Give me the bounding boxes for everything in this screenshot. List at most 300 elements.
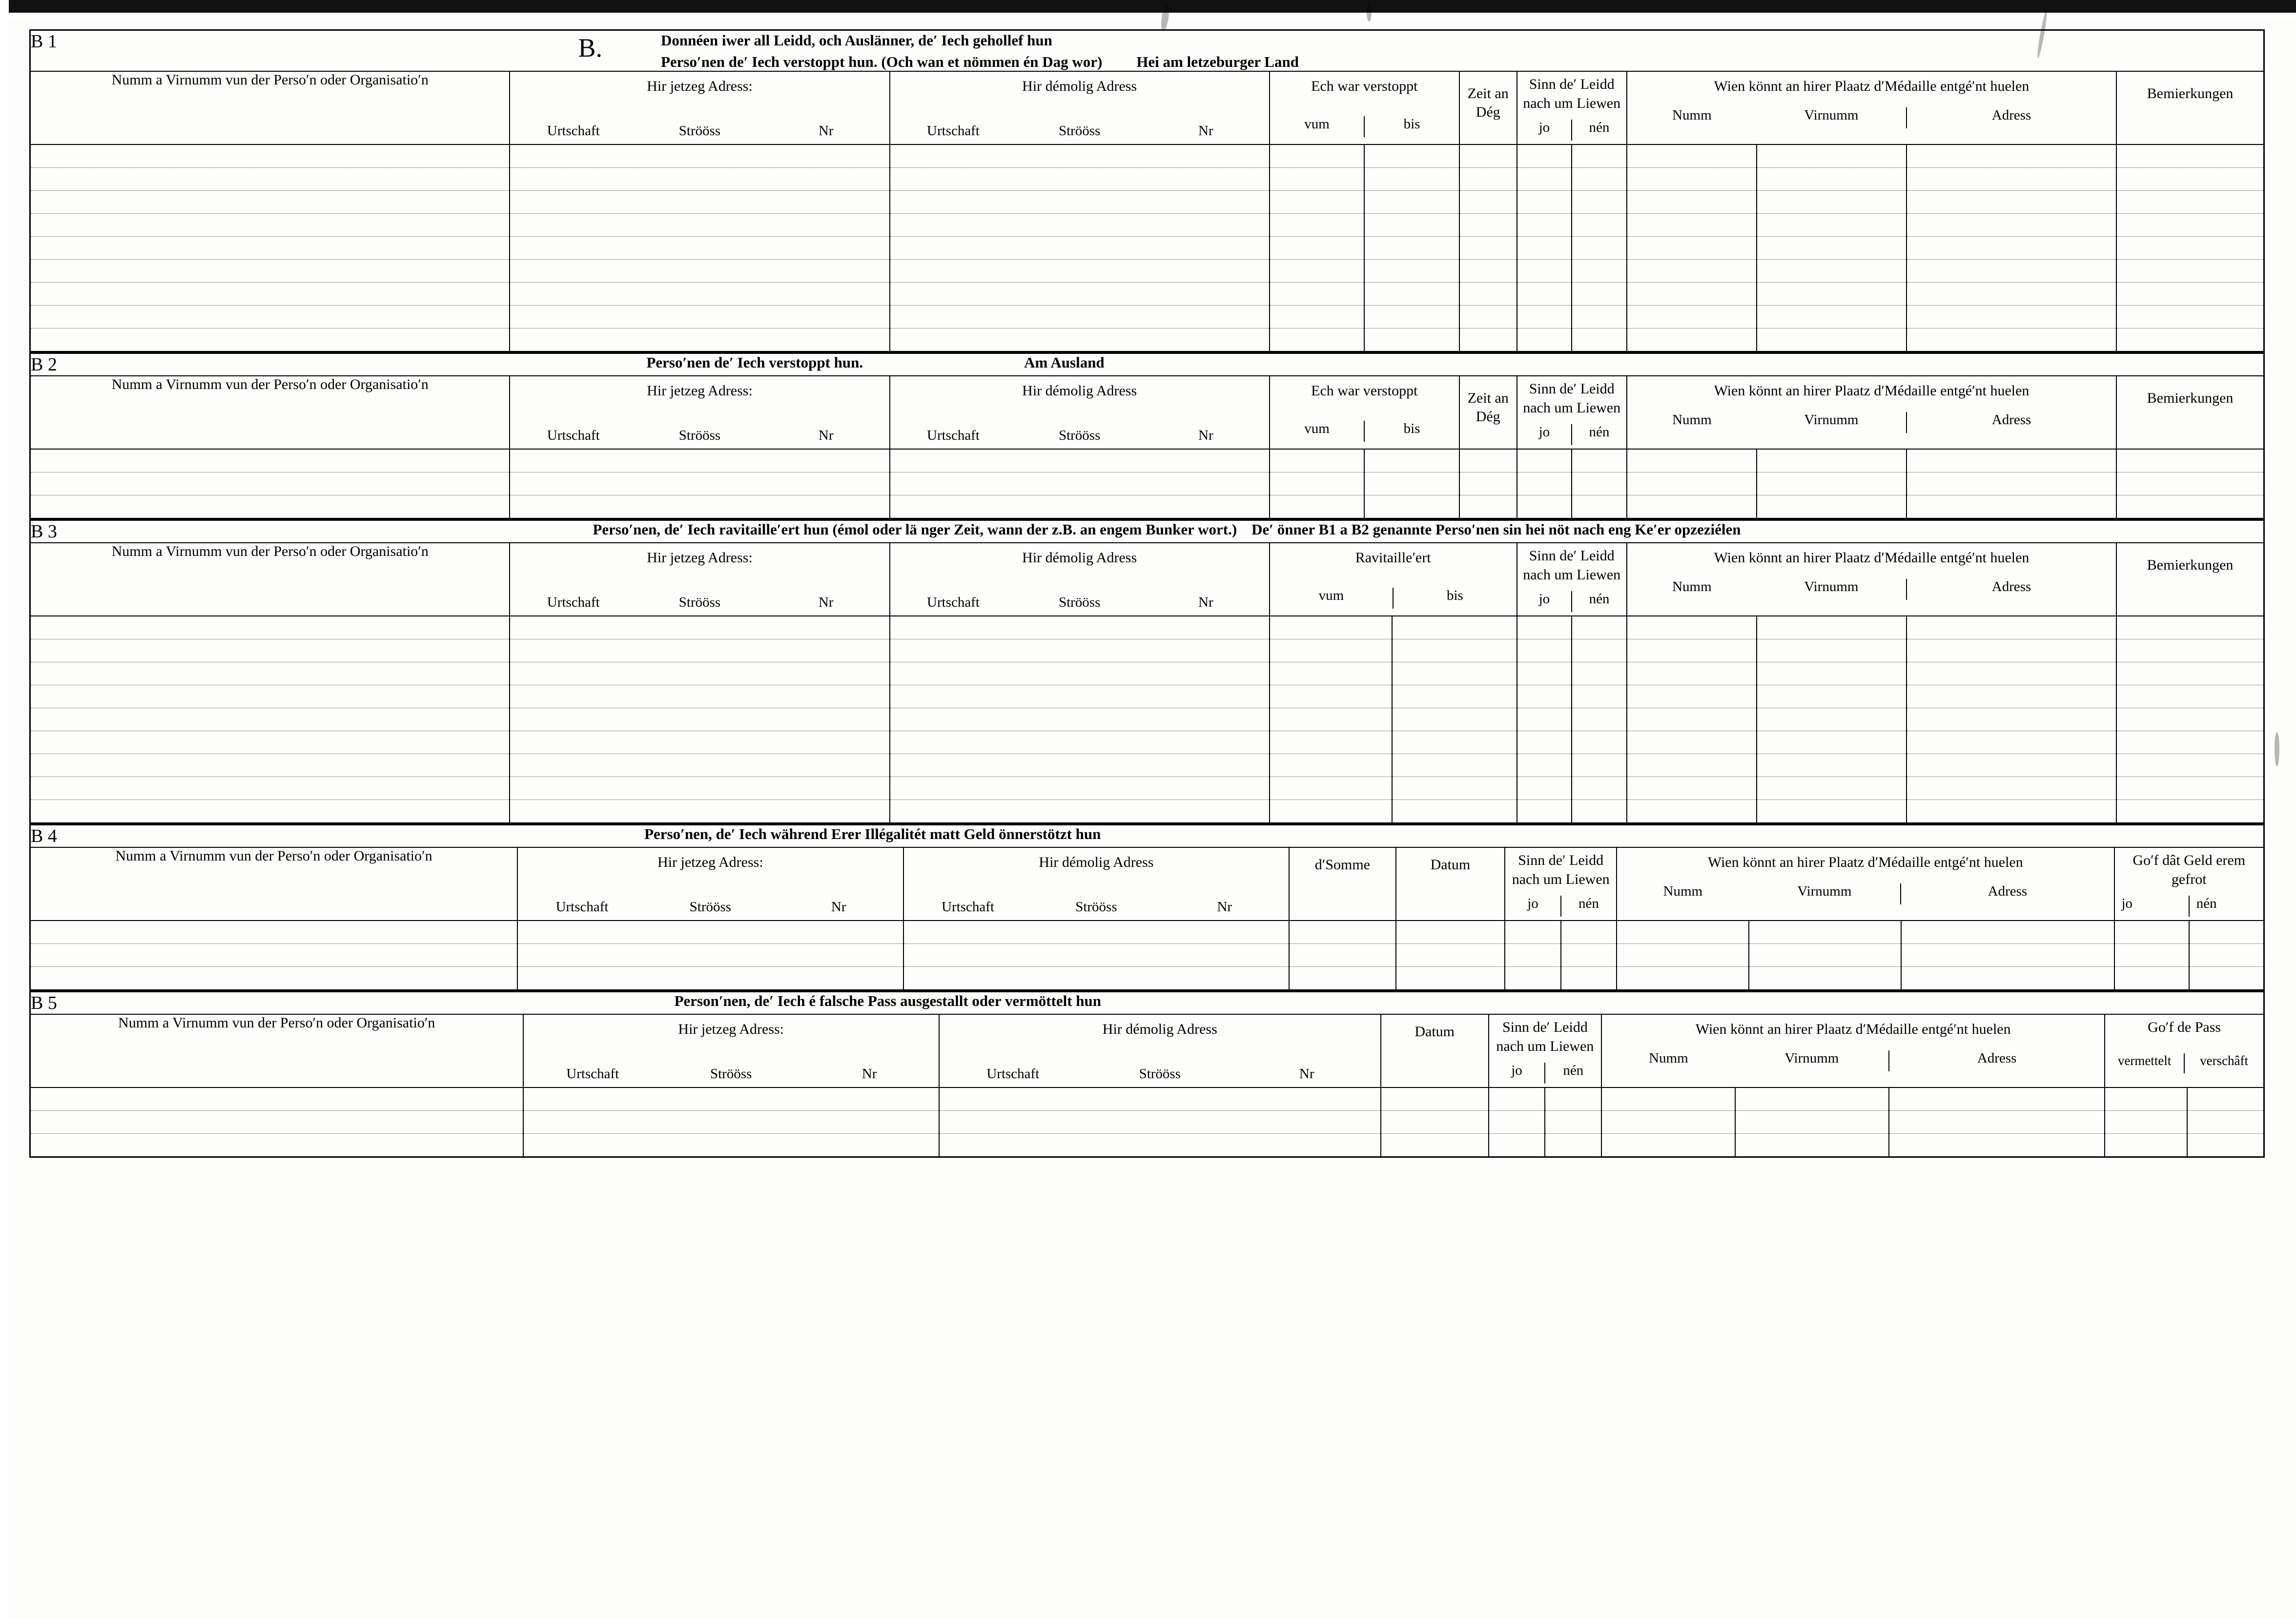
entry-cell[interactable]	[1489, 1087, 1545, 1111]
entry-cell[interactable]	[510, 495, 889, 519]
table-row[interactable]	[30, 662, 2264, 685]
table-row[interactable]	[30, 283, 2264, 306]
entry-cell[interactable]	[1517, 260, 1572, 283]
entry-cell[interactable]	[1757, 754, 1906, 777]
entry-cell[interactable]	[1364, 237, 1459, 260]
entry-cell[interactable]	[1364, 168, 1459, 191]
entry-cell[interactable]	[1749, 944, 1901, 967]
entry-cell[interactable]	[2116, 191, 2264, 214]
entry-cell[interactable]	[890, 731, 1270, 754]
entry-cell[interactable]	[1364, 191, 1459, 214]
entry-cell[interactable]	[30, 283, 510, 306]
entry-cell[interactable]	[890, 214, 1270, 237]
entry-cell[interactable]	[1505, 944, 1560, 967]
entry-cell[interactable]	[1906, 708, 2116, 731]
table-row[interactable]	[30, 472, 2264, 495]
entry-cell[interactable]	[2114, 967, 2190, 990]
entry-cell[interactable]	[903, 921, 1290, 944]
entry-cell[interactable]	[1459, 191, 1517, 214]
entry-cell[interactable]	[1270, 685, 1392, 708]
entry-cell[interactable]	[1627, 662, 1757, 685]
entry-cell[interactable]	[1757, 214, 1906, 237]
entry-cell[interactable]	[1392, 777, 1517, 800]
entry-cell[interactable]	[1617, 944, 1748, 967]
entry-cell[interactable]	[1396, 944, 1505, 967]
table-row[interactable]	[30, 921, 2264, 944]
entry-cell[interactable]	[2116, 662, 2264, 685]
entry-cell[interactable]	[1572, 283, 1627, 306]
entry-cell[interactable]	[890, 144, 1270, 168]
entry-cell[interactable]	[890, 237, 1270, 260]
entry-cell[interactable]	[1572, 306, 1627, 328]
entry-cell[interactable]	[2189, 944, 2264, 967]
entry-cell[interactable]	[1270, 800, 1392, 823]
entry-cell[interactable]	[1364, 214, 1459, 237]
entry-cell[interactable]	[1627, 754, 1757, 777]
entry-cell[interactable]	[1757, 237, 1906, 260]
entry-cell[interactable]	[1517, 708, 1572, 731]
entry-cell[interactable]	[1906, 662, 2116, 685]
entry-cell[interactable]	[30, 967, 518, 990]
entry-cell[interactable]	[510, 708, 889, 731]
entry-cell[interactable]	[523, 1134, 939, 1157]
entry-cell[interactable]	[2116, 495, 2264, 519]
entry-cell[interactable]	[1572, 639, 1627, 662]
entry-cell[interactable]	[30, 616, 510, 639]
b4-entry-rows[interactable]	[30, 921, 2264, 990]
entry-cell[interactable]	[1906, 328, 2116, 352]
entry-cell[interactable]	[1396, 967, 1505, 990]
entry-cell[interactable]	[510, 260, 889, 283]
entry-cell[interactable]	[890, 754, 1270, 777]
entry-cell[interactable]	[1906, 495, 2116, 519]
entry-cell[interactable]	[1517, 639, 1572, 662]
entry-cell[interactable]	[510, 237, 889, 260]
entry-cell[interactable]	[30, 328, 510, 352]
entry-cell[interactable]	[510, 754, 889, 777]
entry-cell[interactable]	[1517, 616, 1572, 639]
entry-cell[interactable]	[1757, 708, 1906, 731]
entry-cell[interactable]	[1757, 144, 1906, 168]
entry-cell[interactable]	[510, 777, 889, 800]
entry-cell[interactable]	[1459, 495, 1517, 519]
entry-cell[interactable]	[510, 191, 889, 214]
entry-cell[interactable]	[510, 144, 889, 168]
entry-cell[interactable]	[1889, 1134, 2105, 1157]
entry-cell[interactable]	[1561, 944, 1617, 967]
entry-cell[interactable]	[1561, 967, 1617, 990]
entry-cell[interactable]	[903, 944, 1290, 967]
entry-cell[interactable]	[510, 662, 889, 685]
entry-cell[interactable]	[1757, 777, 1906, 800]
entry-cell[interactable]	[1901, 967, 2114, 990]
entry-cell[interactable]	[517, 944, 903, 967]
entry-cell[interactable]	[1757, 472, 1906, 495]
entry-cell[interactable]	[1601, 1134, 1735, 1157]
entry-cell[interactable]	[1459, 283, 1517, 306]
entry-cell[interactable]	[1627, 472, 1757, 495]
entry-cell[interactable]	[2116, 639, 2264, 662]
entry-cell[interactable]	[1617, 921, 1748, 944]
entry-cell[interactable]	[1545, 1134, 1601, 1157]
entry-cell[interactable]	[1517, 495, 1572, 519]
entry-cell[interactable]	[1572, 191, 1627, 214]
entry-cell[interactable]	[1270, 708, 1392, 731]
entry-cell[interactable]	[2116, 168, 2264, 191]
entry-cell[interactable]	[30, 449, 510, 472]
entry-cell[interactable]	[1906, 260, 2116, 283]
entry-cell[interactable]	[1627, 731, 1757, 754]
entry-cell[interactable]	[510, 328, 889, 352]
entry-cell[interactable]	[1270, 168, 1365, 191]
entry-cell[interactable]	[510, 168, 889, 191]
entry-cell[interactable]	[1392, 685, 1517, 708]
entry-cell[interactable]	[890, 168, 1270, 191]
entry-cell[interactable]	[523, 1087, 939, 1111]
entry-cell[interactable]	[2116, 328, 2264, 352]
entry-cell[interactable]	[1757, 639, 1906, 662]
entry-cell[interactable]	[30, 1087, 523, 1111]
entry-cell[interactable]	[2116, 754, 2264, 777]
entry-cell[interactable]	[1572, 214, 1627, 237]
entry-cell[interactable]	[523, 1111, 939, 1134]
entry-cell[interactable]	[939, 1111, 1381, 1134]
table-row[interactable]	[30, 967, 2264, 990]
entry-cell[interactable]	[1545, 1087, 1601, 1111]
entry-cell[interactable]	[1381, 1134, 1489, 1157]
entry-cell[interactable]	[1757, 306, 1906, 328]
entry-cell[interactable]	[30, 191, 510, 214]
entry-cell[interactable]	[2189, 921, 2264, 944]
entry-cell[interactable]	[2116, 449, 2264, 472]
entry-cell[interactable]	[1364, 472, 1459, 495]
entry-cell[interactable]	[1392, 708, 1517, 731]
entry-cell[interactable]	[1270, 495, 1365, 519]
table-row[interactable]	[30, 800, 2264, 823]
entry-cell[interactable]	[1901, 944, 2114, 967]
entry-cell[interactable]	[2116, 777, 2264, 800]
entry-cell[interactable]	[1270, 639, 1392, 662]
entry-cell[interactable]	[2187, 1134, 2264, 1157]
entry-cell[interactable]	[1270, 662, 1392, 685]
entry-cell[interactable]	[1749, 921, 1901, 944]
entry-cell[interactable]	[1459, 260, 1517, 283]
entry-cell[interactable]	[30, 777, 510, 800]
entry-cell[interactable]	[1757, 685, 1906, 708]
entry-cell[interactable]	[510, 283, 889, 306]
table-row[interactable]	[30, 708, 2264, 731]
table-row[interactable]	[30, 260, 2264, 283]
entry-cell[interactable]	[1517, 306, 1572, 328]
entry-cell[interactable]	[939, 1087, 1381, 1111]
entry-cell[interactable]	[2105, 1087, 2187, 1111]
entry-cell[interactable]	[1572, 260, 1627, 283]
entry-cell[interactable]	[1906, 168, 2116, 191]
entry-cell[interactable]	[1270, 214, 1365, 237]
b2-entry-rows[interactable]	[30, 449, 2264, 519]
table-row[interactable]	[30, 214, 2264, 237]
entry-cell[interactable]	[1517, 472, 1572, 495]
entry-cell[interactable]	[1270, 144, 1365, 168]
entry-cell[interactable]	[890, 662, 1270, 685]
entry-cell[interactable]	[30, 731, 510, 754]
entry-cell[interactable]	[1270, 731, 1392, 754]
entry-cell[interactable]	[510, 214, 889, 237]
entry-cell[interactable]	[1572, 472, 1627, 495]
entry-cell[interactable]	[30, 685, 510, 708]
table-row[interactable]	[30, 306, 2264, 328]
entry-cell[interactable]	[1517, 214, 1572, 237]
entry-cell[interactable]	[1889, 1111, 2105, 1134]
entry-cell[interactable]	[1627, 328, 1757, 352]
entry-cell[interactable]	[1270, 328, 1365, 352]
entry-cell[interactable]	[30, 168, 510, 191]
entry-cell[interactable]	[1364, 449, 1459, 472]
entry-cell[interactable]	[510, 800, 889, 823]
entry-cell[interactable]	[1572, 449, 1627, 472]
entry-cell[interactable]	[517, 921, 903, 944]
entry-cell[interactable]	[1517, 662, 1572, 685]
entry-cell[interactable]	[1270, 777, 1392, 800]
table-row[interactable]	[30, 944, 2264, 967]
entry-cell[interactable]	[1572, 328, 1627, 352]
entry-cell[interactable]	[1270, 472, 1365, 495]
entry-cell[interactable]	[1757, 260, 1906, 283]
entry-cell[interactable]	[2116, 731, 2264, 754]
entry-cell[interactable]	[1906, 191, 2116, 214]
b3-entry-rows[interactable]	[30, 616, 2264, 823]
entry-cell[interactable]	[1572, 685, 1627, 708]
entry-cell[interactable]	[1364, 495, 1459, 519]
table-row[interactable]	[30, 616, 2264, 639]
entry-cell[interactable]	[2105, 1111, 2187, 1134]
entry-cell[interactable]	[30, 754, 510, 777]
entry-cell[interactable]	[2116, 708, 2264, 731]
entry-cell[interactable]	[1906, 144, 2116, 168]
entry-cell[interactable]	[30, 144, 510, 168]
entry-cell[interactable]	[1889, 1087, 2105, 1111]
table-row[interactable]	[30, 754, 2264, 777]
entry-cell[interactable]	[1749, 967, 1901, 990]
entry-cell[interactable]	[1364, 306, 1459, 328]
entry-cell[interactable]	[30, 214, 510, 237]
entry-cell[interactable]	[30, 1111, 523, 1134]
entry-cell[interactable]	[1270, 616, 1392, 639]
entry-cell[interactable]	[1517, 283, 1572, 306]
entry-cell[interactable]	[1364, 328, 1459, 352]
entry-cell[interactable]	[510, 616, 889, 639]
entry-cell[interactable]	[1906, 639, 2116, 662]
entry-cell[interactable]	[1459, 237, 1517, 260]
entry-cell[interactable]	[890, 472, 1270, 495]
entry-cell[interactable]	[1627, 495, 1757, 519]
entry-cell[interactable]	[1545, 1111, 1601, 1134]
table-row[interactable]	[30, 191, 2264, 214]
entry-cell[interactable]	[1517, 237, 1572, 260]
entry-cell[interactable]	[1627, 191, 1757, 214]
table-row[interactable]	[30, 1087, 2264, 1111]
entry-cell[interactable]	[1572, 800, 1627, 823]
entry-cell[interactable]	[517, 967, 903, 990]
entry-cell[interactable]	[1627, 777, 1757, 800]
entry-cell[interactable]	[1489, 1111, 1545, 1134]
entry-cell[interactable]	[1270, 754, 1392, 777]
table-row[interactable]	[30, 328, 2264, 352]
entry-cell[interactable]	[2116, 800, 2264, 823]
entry-cell[interactable]	[1735, 1111, 1889, 1134]
entry-cell[interactable]	[1270, 306, 1365, 328]
entry-cell[interactable]	[890, 306, 1270, 328]
entry-cell[interactable]	[1757, 328, 1906, 352]
entry-cell[interactable]	[1392, 662, 1517, 685]
entry-cell[interactable]	[510, 639, 889, 662]
entry-cell[interactable]	[1757, 283, 1906, 306]
entry-cell[interactable]	[2187, 1087, 2264, 1111]
entry-cell[interactable]	[1517, 800, 1572, 823]
entry-cell[interactable]	[1270, 237, 1365, 260]
entry-cell[interactable]	[1906, 800, 2116, 823]
entry-cell[interactable]	[30, 800, 510, 823]
entry-cell[interactable]	[1364, 283, 1459, 306]
entry-cell[interactable]	[1289, 944, 1395, 967]
entry-cell[interactable]	[890, 616, 1270, 639]
entry-cell[interactable]	[1364, 144, 1459, 168]
entry-cell[interactable]	[1459, 214, 1517, 237]
entry-cell[interactable]	[1757, 495, 1906, 519]
entry-cell[interactable]	[1392, 639, 1517, 662]
entry-cell[interactable]	[1906, 449, 2116, 472]
entry-cell[interactable]	[1270, 191, 1365, 214]
entry-cell[interactable]	[1572, 168, 1627, 191]
entry-cell[interactable]	[1627, 800, 1757, 823]
entry-cell[interactable]	[1906, 214, 2116, 237]
entry-cell[interactable]	[1517, 731, 1572, 754]
entry-cell[interactable]	[30, 495, 510, 519]
entry-cell[interactable]	[1517, 168, 1572, 191]
entry-cell[interactable]	[1617, 967, 1748, 990]
entry-cell[interactable]	[1757, 168, 1906, 191]
entry-cell[interactable]	[2116, 306, 2264, 328]
b1-entry-rows[interactable]	[30, 144, 2264, 352]
entry-cell[interactable]	[1392, 754, 1517, 777]
entry-cell[interactable]	[1517, 777, 1572, 800]
entry-cell[interactable]	[1627, 639, 1757, 662]
entry-cell[interactable]	[1381, 1087, 1489, 1111]
entry-cell[interactable]	[1489, 1134, 1545, 1157]
entry-cell[interactable]	[510, 306, 889, 328]
entry-cell[interactable]	[1627, 283, 1757, 306]
entry-cell[interactable]	[1906, 237, 2116, 260]
entry-cell[interactable]	[1517, 328, 1572, 352]
table-row[interactable]	[30, 685, 2264, 708]
entry-cell[interactable]	[30, 662, 510, 685]
entry-cell[interactable]	[890, 777, 1270, 800]
entry-cell[interactable]	[939, 1134, 1381, 1157]
entry-cell[interactable]	[1459, 328, 1517, 352]
entry-cell[interactable]	[903, 967, 1290, 990]
entry-cell[interactable]	[2116, 144, 2264, 168]
entry-cell[interactable]	[2114, 944, 2190, 967]
entry-cell[interactable]	[30, 944, 518, 967]
entry-cell[interactable]	[1627, 214, 1757, 237]
table-row[interactable]	[30, 168, 2264, 191]
entry-cell[interactable]	[2116, 616, 2264, 639]
entry-cell[interactable]	[1381, 1111, 1489, 1134]
entry-cell[interactable]	[1906, 306, 2116, 328]
table-row[interactable]	[30, 449, 2264, 472]
entry-cell[interactable]	[890, 800, 1270, 823]
entry-cell[interactable]	[2116, 214, 2264, 237]
entry-cell[interactable]	[890, 449, 1270, 472]
entry-cell[interactable]	[2116, 685, 2264, 708]
entry-cell[interactable]	[1289, 921, 1395, 944]
entry-cell[interactable]	[1627, 260, 1757, 283]
entry-cell[interactable]	[30, 237, 510, 260]
entry-cell[interactable]	[1906, 283, 2116, 306]
entry-cell[interactable]	[1459, 144, 1517, 168]
entry-cell[interactable]	[1572, 754, 1627, 777]
entry-cell[interactable]	[1505, 967, 1560, 990]
entry-cell[interactable]	[2187, 1111, 2264, 1134]
entry-cell[interactable]	[510, 685, 889, 708]
entry-cell[interactable]	[1572, 777, 1627, 800]
entry-cell[interactable]	[890, 328, 1270, 352]
entry-cell[interactable]	[890, 708, 1270, 731]
entry-cell[interactable]	[1270, 449, 1365, 472]
entry-cell[interactable]	[1906, 731, 2116, 754]
entry-cell[interactable]	[1757, 800, 1906, 823]
b5-entry-rows[interactable]	[30, 1087, 2264, 1157]
entry-cell[interactable]	[1392, 616, 1517, 639]
entry-cell[interactable]	[1572, 616, 1627, 639]
entry-cell[interactable]	[1572, 144, 1627, 168]
entry-cell[interactable]	[1757, 449, 1906, 472]
entry-cell[interactable]	[890, 283, 1270, 306]
entry-cell[interactable]	[1735, 1087, 1889, 1111]
entry-cell[interactable]	[1906, 685, 2116, 708]
entry-cell[interactable]	[2114, 921, 2190, 944]
entry-cell[interactable]	[30, 708, 510, 731]
entry-cell[interactable]	[890, 191, 1270, 214]
table-row[interactable]	[30, 639, 2264, 662]
table-row[interactable]	[30, 1134, 2264, 1157]
entry-cell[interactable]	[2116, 283, 2264, 306]
entry-cell[interactable]	[1459, 449, 1517, 472]
table-row[interactable]	[30, 237, 2264, 260]
entry-cell[interactable]	[1906, 777, 2116, 800]
entry-cell[interactable]	[1392, 800, 1517, 823]
entry-cell[interactable]	[1505, 921, 1560, 944]
entry-cell[interactable]	[1517, 685, 1572, 708]
entry-cell[interactable]	[1572, 495, 1627, 519]
entry-cell[interactable]	[1627, 306, 1757, 328]
entry-cell[interactable]	[30, 639, 510, 662]
entry-cell[interactable]	[890, 260, 1270, 283]
entry-cell[interactable]	[1517, 449, 1572, 472]
entry-cell[interactable]	[1572, 731, 1627, 754]
entry-cell[interactable]	[1627, 685, 1757, 708]
entry-cell[interactable]	[1757, 616, 1906, 639]
entry-cell[interactable]	[1289, 967, 1395, 990]
entry-cell[interactable]	[1572, 662, 1627, 685]
table-row[interactable]	[30, 495, 2264, 519]
table-row[interactable]	[30, 1111, 2264, 1134]
entry-cell[interactable]	[1459, 306, 1517, 328]
entry-cell[interactable]	[1757, 191, 1906, 214]
entry-cell[interactable]	[30, 260, 510, 283]
entry-cell[interactable]	[1757, 662, 1906, 685]
entry-cell[interactable]	[1270, 260, 1365, 283]
